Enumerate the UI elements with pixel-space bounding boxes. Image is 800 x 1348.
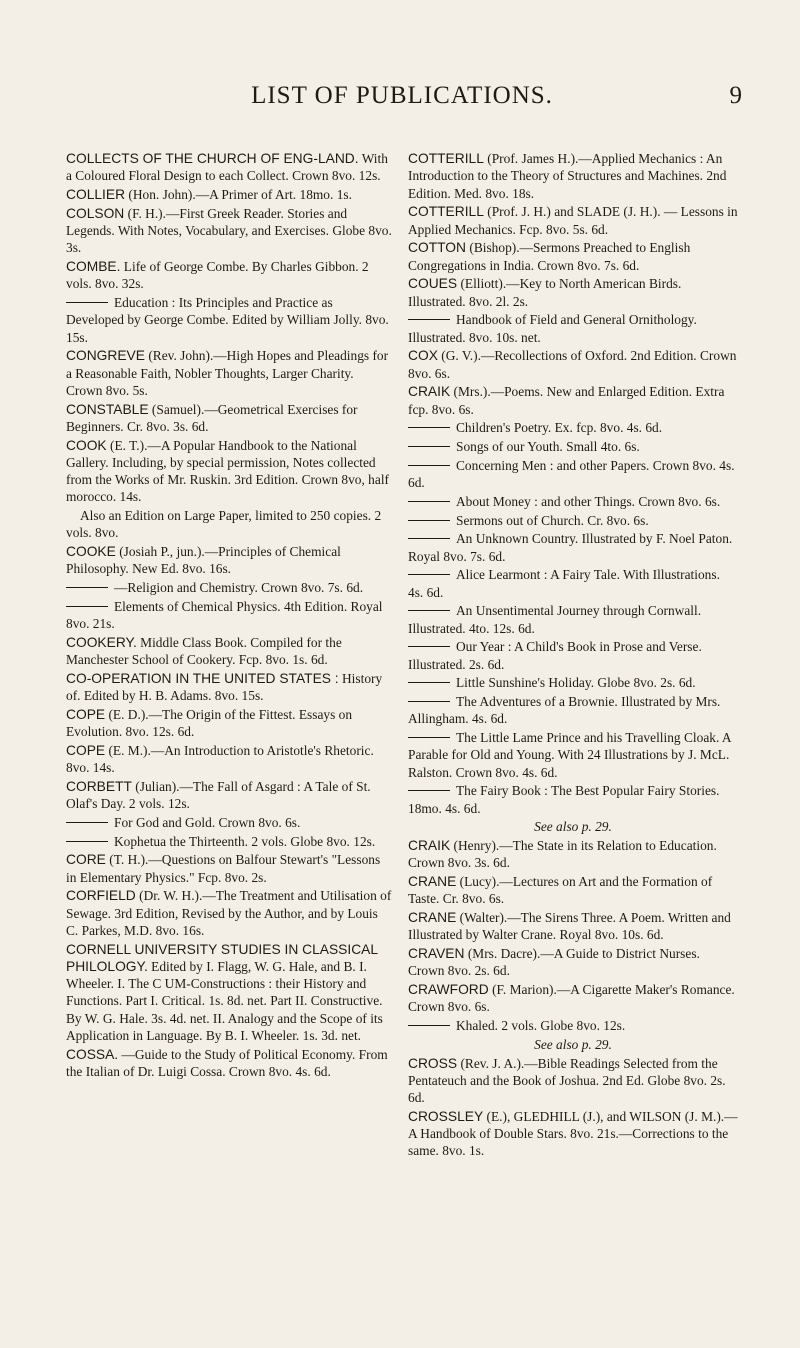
entry-text: Also an Edition on Large Paper, limited to 250 copies. 2 vols. 8vo.	[66, 508, 382, 541]
entry-text: Songs of our Youth. Small 4to. 6s.	[456, 439, 640, 454]
catalogue-entry	[408, 909, 738, 944]
entry-text: —Religion and Chemistry. Crown 8vo. 7s. 6d.	[114, 580, 364, 595]
entry-author: COMBE.	[66, 259, 121, 274]
catalogue-sub-entry	[408, 1017, 738, 1034]
entry-text: (Henry).—The State in its Relation to Education. Crown 8vo. 3s. 6d.	[408, 838, 717, 871]
catalogue-sub-entry	[408, 638, 738, 673]
entry-text: (G. V.).—Recollections of Oxford. 2nd Edition. Crown 8vo. 6s.	[408, 348, 737, 381]
catalogue-sub-entry	[66, 294, 392, 346]
catalogue-sub-entry	[408, 729, 738, 781]
entry-author: CORNELL UNIVERSITY STUDIES IN CLASSICAL PHILOLOGY.	[66, 941, 378, 974]
entry-text: Our Year : A Child's Book in Prose and Verse. Illustrated. 2s. 6d.	[408, 639, 702, 672]
ditto-rule	[408, 574, 450, 575]
entry-text: (E. M.).—An Introduction to Aristotle's Rhetoric. 8vo. 14s.	[66, 742, 374, 775]
catalogue-entry	[408, 347, 738, 382]
catalogue-sub-entry	[408, 693, 738, 728]
catalogue-entry	[408, 981, 738, 1016]
catalogue-entry	[66, 437, 392, 506]
entry-author: COOK	[66, 437, 107, 453]
catalogue-entry	[66, 706, 392, 741]
ditto-rule	[408, 465, 450, 466]
entry-text: (T. H.).—Questions on Balfour Stewart's "Lessons in Elementary Physics." Fcp. 8vo. 2s.	[66, 852, 381, 885]
catalogue-sub-entry	[66, 579, 392, 596]
entry-author: COTTERILL	[408, 204, 484, 220]
entry-text: (Rev. J. A.).—Bible Readings Selected from the Pentateuch and the Book of Joshua. 2nd Ed. Globe 8vo. 2s. 6d.	[408, 1055, 726, 1105]
entry-text: (F. H.).—First Greek Reader. Stories and Legends. With Notes, Vocabulary, and Exercises. Globe 8vo. 3s.	[66, 205, 392, 256]
catalogue-entry	[66, 186, 392, 203]
entry-text: See also p. 29.	[534, 1036, 612, 1052]
catalogue-entry	[66, 347, 392, 399]
entry-text: For God and Gold. Crown 8vo. 6s.	[114, 814, 301, 830]
entry-text: The Fairy Book : The Best Popular Fairy Stories. 18mo. 4s. 6d.	[408, 783, 720, 816]
catalogue-sub-entry	[408, 530, 738, 565]
catalogue-columns	[66, 150, 738, 1161]
catalogue-sub-entry	[408, 566, 738, 601]
entry-author: CROSSLEY	[408, 1108, 484, 1124]
ditto-rule	[408, 1025, 450, 1026]
catalogue-entry	[408, 1108, 738, 1160]
entry-author: CRAWFORD	[408, 982, 489, 997]
catalogue-sub-entry	[408, 512, 738, 529]
entry-text: Alice Learmont : A Fairy Tale. With Illustrations. 4s. 6d.	[408, 567, 720, 600]
catalogue-entry	[66, 851, 392, 886]
entry-text: Handbook of Field and General Ornithology. Illustrated. 8vo. 10s. net.	[408, 312, 697, 345]
catalogue-entry	[408, 383, 738, 418]
entry-author: COOKERY.	[66, 634, 137, 650]
entry-text: An Unsentimental Journey through Cornwall. Illustrated. 4to. 12s. 6d.	[408, 603, 702, 636]
ditto-rule	[408, 790, 450, 791]
catalogue-sub-entry	[408, 438, 738, 455]
catalogue-entry	[408, 945, 738, 980]
entry-author: CRANE	[408, 874, 457, 889]
ditto-rule	[408, 520, 450, 521]
entry-text: (Samuel).—Geometrical Exercises for Beginners. Cr. 8vo. 3s. 6d.	[66, 401, 358, 434]
catalogue-entry	[66, 778, 392, 813]
ditto-rule	[408, 538, 450, 539]
catalogue-sub-entry	[408, 457, 738, 492]
entry-author: CONSTABLE	[66, 401, 149, 417]
entry-author: COOKE	[66, 544, 116, 559]
ditto-rule	[408, 501, 450, 502]
ditto-rule	[408, 610, 450, 611]
catalogue-entry	[408, 1055, 738, 1107]
entry-author: CORE	[66, 852, 106, 868]
entry-text: Sermons out of Church. Cr. 8vo. 6s.	[456, 512, 649, 528]
entry-text: (Mrs. Dacre).—A Guide to District Nurses. Crown 8vo. 2s. 6d.	[408, 946, 700, 979]
catalogue-entry	[66, 258, 392, 293]
entry-author: CORFIELD	[66, 888, 136, 904]
entry-text: (Elliott).—Key to North American Birds. Illustrated. 8vo. 2l. 2s.	[408, 276, 682, 309]
entry-text: The Adventures of a Brownie. Illustrated by Mrs. Allingham. 4s. 6d.	[408, 694, 721, 727]
catalogue-entry	[408, 239, 738, 274]
entry-author: COUES	[408, 276, 458, 292]
entry-author: COLLECTS OF THE CHURCH OF ENG-LAND.	[66, 151, 359, 166]
catalogue-entry	[66, 543, 392, 578]
entry-text: (Prof. James H.).—Applied Mechanics : An Introduction to the Theory of Structures and Machines. 2nd Edition. Med. 8vo. 18s.	[408, 151, 727, 201]
page-number: 9	[729, 82, 742, 109]
entry-text: About Money : and other Things. Crown 8vo. 6s.	[456, 493, 721, 509]
entry-author: COTTON	[408, 240, 466, 256]
catalogue-entry	[408, 837, 738, 872]
page-title: LIST OF PUBLICATIONS.	[251, 82, 553, 109]
entry-text: Elements of Chemical Physics. 4th Edition. Royal 8vo. 21s.	[66, 598, 383, 631]
entry-text: (Bishop).—Sermons Preached to English Congregations in India. Crown 8vo. 7s. 6d.	[408, 240, 691, 273]
entry-author: CORBETT	[66, 778, 132, 794]
catalogue-sub-entry	[66, 598, 392, 633]
catalogue-entry	[66, 634, 392, 669]
entry-author: CRAVEN	[408, 946, 465, 961]
entry-text: Life of George Combe. By Charles Gibbon. 2 vols. 8vo. 32s.	[66, 259, 369, 292]
entry-text: Edited by I. Flagg, W. G. Hale, and B. I. Wheeler. I. The C UM-Constructions : their History and Functions. Part I. Critical. 1s. 8d. net. Part II. Constructive. By W. G. Hale. 3s. 4d. net. II. Analogy and the Scope of its Application in Language. By B. I. Wheeler. 1s. 3d. net.	[66, 958, 383, 1043]
entry-author: COLSON	[66, 205, 125, 221]
entry-text: Little Sunshine's Holiday. Globe 8vo. 2s. 6d.	[456, 675, 696, 691]
cross-reference	[408, 818, 738, 835]
catalogue-sub-entry	[66, 814, 392, 831]
catalogue-sub-entry	[408, 419, 738, 436]
page-header	[62, 82, 742, 122]
ditto-rule	[66, 822, 108, 823]
entry-author: COX	[408, 348, 438, 364]
entry-text: (F. Marion).—A Cigarette Maker's Romance. Crown 8vo. 6s.	[408, 982, 735, 1015]
catalogue-sub-entry	[408, 782, 738, 817]
entry-author: COLLIER	[66, 187, 126, 202]
catalogue-sub-entry	[408, 674, 738, 691]
entry-text: Concerning Men : and other Papers. Crown 8vo. 4s. 6d.	[408, 457, 735, 490]
entry-author: CROSS	[408, 1055, 458, 1071]
entry-author: COTTERILL	[408, 151, 484, 166]
catalogue-entry	[66, 1046, 392, 1081]
catalogue-sub-entry	[408, 311, 738, 346]
ditto-rule	[408, 737, 450, 738]
catalogue-entry	[408, 150, 738, 202]
entry-text: An Unknown Country. Illustrated by F. Noel Paton. Royal 8vo. 7s. 6d.	[408, 531, 733, 564]
catalogue-entry	[66, 401, 392, 436]
catalogue-entry	[66, 205, 392, 257]
entry-text: (Walter).—The Sirens Three. A Poem. Written and Illustrated by Walter Crane. Royal 8vo. 10s. 6d.	[408, 910, 731, 943]
catalogue-sub-entry	[66, 833, 392, 850]
catalogue-entry	[408, 203, 738, 238]
entry-text: Khaled. 2 vols. Globe 8vo. 12s.	[456, 1018, 626, 1033]
catalogue-sub-entry	[408, 602, 738, 637]
ditto-rule	[408, 701, 450, 702]
catalogue-entry	[66, 941, 392, 1045]
catalogue-entry	[66, 887, 392, 939]
ditto-rule	[408, 427, 450, 428]
right-column	[408, 150, 738, 1161]
entry-author: COSSA.	[66, 1046, 119, 1062]
entry-text: (Hon. John).—A Primer of Art. 18mo. 1s.	[128, 187, 352, 202]
entry-text: Kophetua the Thirteenth. 2 vols. Globe 8vo. 12s.	[114, 833, 376, 849]
ditto-rule	[66, 587, 108, 588]
entry-author: CRANE	[408, 910, 457, 925]
entry-author: COPE	[66, 742, 106, 758]
entry-text: Education : Its Principles and Practice as Developed by George Combe. Edited by William Jolly. 8vo. 15s.	[66, 295, 389, 345]
entry-text: —Guide to the Study of Political Economy. From the Italian of Dr. Luigi Cossa. Crown 8vo. 4s. 6d.	[66, 1046, 388, 1079]
ditto-rule	[408, 682, 450, 683]
ditto-rule	[66, 606, 108, 607]
entry-author: CONGREVE	[66, 348, 145, 364]
catalogue-entry	[408, 873, 738, 908]
ditto-rule	[408, 446, 450, 447]
entry-text: (Josiah P., jun.).—Principles of Chemical Philosophy. New Ed. 8vo. 16s.	[66, 544, 341, 577]
cross-reference	[408, 1036, 738, 1053]
entry-text: With a Coloured Floral Design to each Collect. Crown 8vo. 12s.	[66, 151, 388, 184]
entry-text: Middle Class Book. Compiled for the Manchester School of Cookery. Fcp. 8vo. 1s. 6d.	[66, 634, 342, 667]
ditto-rule	[66, 302, 108, 303]
left-column	[66, 150, 392, 1161]
entry-author: CRAIK	[408, 384, 451, 400]
entry-author: CRAIK	[408, 838, 451, 853]
ditto-rule	[408, 646, 450, 647]
entry-text: The Little Lame Prince and his Travelling Cloak. A Parable for Old and Young. With 24 Illustrations by J. McL. Ralston. Crown 8vo. 4s. 6d.	[408, 730, 731, 780]
entry-text: (Rev. John).—High Hopes and Pleadings for a Reasonable Faith, Nobler Thoughts, Larger Charity. Crown 8vo. 5s.	[66, 348, 389, 398]
catalogue-entry	[66, 670, 392, 705]
entry-text: History of. Edited by H. B. Adams. 8vo. 15s.	[66, 670, 383, 703]
catalogue-entry	[66, 742, 392, 777]
entry-text: (Prof. J. H.) and SLADE (J. H.). — Lessons in Applied Mechanics. Fcp. 8vo. 5s. 6d.	[408, 204, 738, 237]
catalogue-entry	[408, 275, 738, 310]
entry-text: (E.), GLEDHILL (J.), and WILSON (J. M.).—A Handbook of Double Stars. 8vo. 21s.—Corrections to the same. 8vo. 1s.	[408, 1108, 738, 1159]
entry-text: Children's Poetry. Ex. fcp. 8vo. 4s. 6d.	[456, 420, 663, 436]
entry-text: (Dr. W. H.).—The Treatment and Utilisation of Sewage. 3rd Edition, Revised by the Author, and by Louis C. Parkes, M.D. 8vo. 16s.	[66, 888, 392, 938]
ditto-rule	[408, 319, 450, 320]
ditto-rule	[66, 841, 108, 842]
entry-text: (Lucy).—Lectures on Art and the Formation of Taste. Cr. 8vo. 6s.	[408, 874, 713, 907]
catalogue-entry	[66, 507, 392, 542]
entry-text: (Mrs.).—Poems. New and Enlarged Edition. Extra fcp. 8vo. 6s.	[408, 384, 725, 417]
entry-author: COPE	[66, 706, 106, 722]
catalogue-entry	[66, 150, 392, 185]
entry-author: CO-OPERATION IN THE UNITED STATES :	[66, 670, 339, 686]
entry-text: (E. D.).—The Origin of the Fittest. Essays on Evolution. 8vo. 12s. 6d.	[66, 706, 353, 739]
entry-text: (E. T.).—A Popular Handbook to the National Gallery. Including, by special permission, Notes collected from the Works of Mr. Ruskin. 3rd Edition. Crown 8vo, half morocco. 14s.	[66, 437, 390, 505]
catalogue-sub-entry	[408, 493, 738, 510]
entry-text: (Julian).—The Fall of Asgard : A Tale of St. Olaf's Day. 2 vols. 12s.	[66, 778, 371, 811]
entry-text: See also p. 29.	[534, 819, 612, 835]
